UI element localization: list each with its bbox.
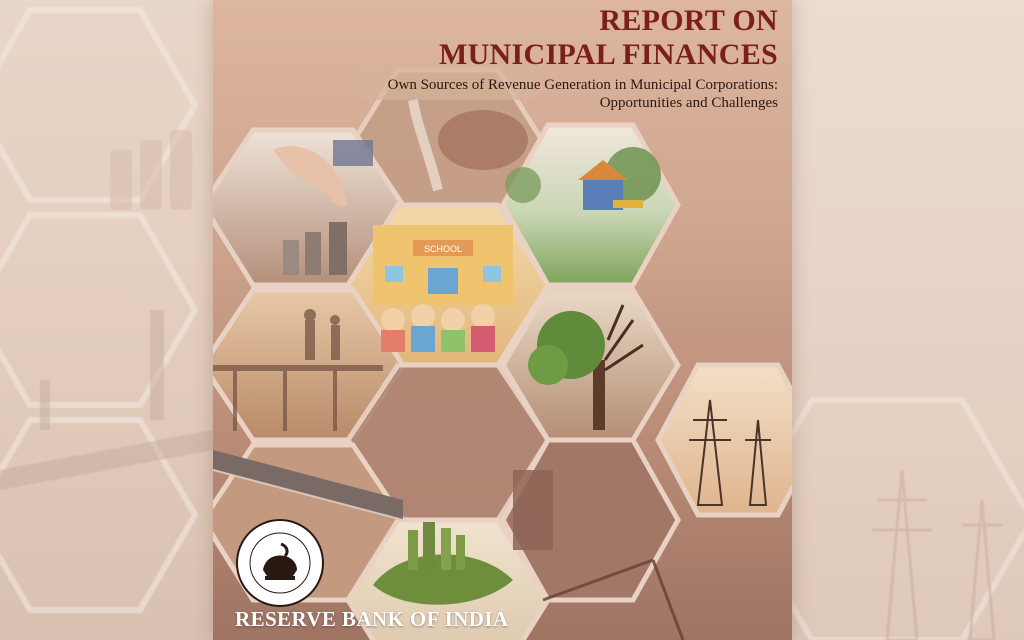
background-panel-right <box>792 0 1024 640</box>
background-panel-left <box>0 0 213 640</box>
report-subtitle <box>298 76 778 112</box>
report-subtitle-line-2: Opportunities and Challenges <box>599 95 778 111</box>
rbi-seal-icon <box>235 518 325 608</box>
background-hexagons-right <box>792 0 1024 640</box>
background-hexagons-left <box>0 0 213 640</box>
title-block <box>298 4 778 112</box>
report-title-line-1: REPORT ON <box>599 4 778 37</box>
report-cover <box>213 0 792 640</box>
report-subtitle-line-1: Own Sources of Revenue Generation in Municipal Corporations: <box>387 77 778 93</box>
report-title-line-2: MUNICIPAL FINANCES <box>438 38 778 71</box>
school-illustration <box>373 225 513 352</box>
school-sign-text: SCHOOL <box>423 244 463 254</box>
publisher-name: RESERVE BANK OF INDIA <box>235 607 509 631</box>
